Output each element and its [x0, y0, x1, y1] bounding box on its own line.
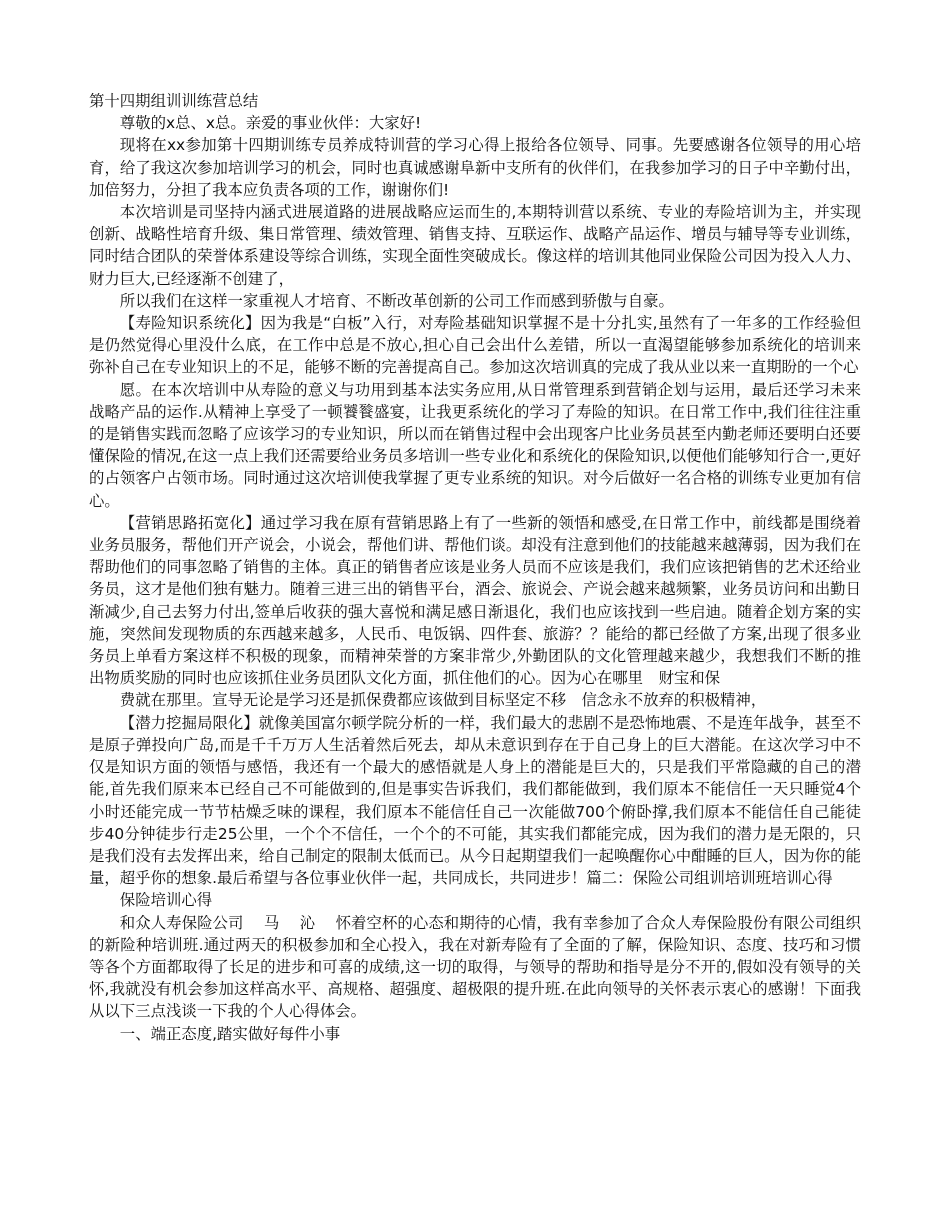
- paragraph-part-two-intro: 和众人寿保险公司 马 沁 怀着空杯的心态和期待的心情，我有幸参加了合众人寿保险股份有限公司组织的新险种培训班.通过两天的积极参加和全心投入，我在对新寿险有了全面的了解，保险知识、态度、技巧和习惯等各个方面都取得了长足的进步和可喜的成绩,这一切的取得，与领导的帮助和指导是分不开的,假如没有领导的关怀,我就没有机会参加这样高水平、高规格、超强度、超极限的提升班.在此向领导的关怀表示衷心的感谢！下面我从以下三点浅谈一下我的个人心得体会。: [89, 913, 861, 1021]
- paragraph-part-two-heading: 保险培训心得: [119, 891, 213, 910]
- paragraph-greeting: 尊敬的x总、x总。亲爱的事业伙伴：大家好!: [119, 114, 422, 133]
- paragraph-potential: 【潜力挖掘局限化】就像美国富尔顿学院分析的一样，我们最大的悲剧不是恐怖地震、不是连年战争，甚至不是原子弹投向广岛,而是千千万万人生活着然后死去，却从未意识到存在于自己身上的巨大潜能。在这次学习中不仅是知识方面的领悟与感悟，我还有一个最大的感悟就是人身上的潜能是巨大的，只是我们平常隐藏的自己的潜能,首先我们原来本已经自己不可能做到的,但是事实告诉我们，我们都能做到，我们原本不能信任一天只睡觉4个小时还能完成一节节枯燥乏味的课程，我们原本不能信任自己一次能做700个俯卧撑,我们原本不能信任自己能徒步40分钟徒步行走25公里，一个个不信任，一个个的不可能，其实我们都能完成，因为我们的潜力是无限的，只是我们没有去发挥出来，给自己制定的限制太低而已。从今日起期望我们一起唤醒你心中酣睡的巨人，因为你的能量，超乎你的想象.最后希望与各位事业伙伴一起，共同成长，共同进步！篇二：保险公司组训培训班培训心得: [89, 713, 861, 888]
- document-title: 第十四期组训训练营总结: [89, 92, 259, 110]
- paragraph-marketing-continued: 费就在那里。宣导无论是学习还是抓保费都应该做到目标坚定不移 信念永不放弃的积极精神，: [119, 691, 767, 710]
- paragraph-marketing: 【营销思路拓宽化】通过学习我在原有营销思路上有了一些新的领悟和感受,在日常工作中，前线都是围绕着业务员服务，帮他们开产说会，小说会，帮他们讲、帮他们谈。却没有注意到他们的技能越来越薄弱，因为我们在帮助他们的同事忽略了销售的主体。真正的销售者应该是业务人员而不应该是我们，我们应该把销售的艺术还给业务员，这才是他们独有魅力。随着三进三出的销售平台，酒会、旅说会、产说会越来越频繁，业务员访问和出勤日渐减少,自己去努力付出,签单后收获的强大喜悦和满足感日渐退化，我们也应该找到一些启迪。随着企划方案的实施，突然间发现物质的东西越来越多，人民币、电饭锅、四件套、旅游？？能给的都已经做了方案,出现了很多业务员上单看方案这样不积极的现象，而精神荣誉的方案非常少,外勤团队的文化管理越来越少，我想我们不断的推出物质奖励的同时也应该抓住业务员团队文化方面，抓住他们的心。因为心在哪里 财宝和保: [89, 513, 861, 688]
- paragraph-knowledge-system: 【寿险知识系统化】因为我是“白板”入行，对寿险基础知识掌握不是十分扎实,虽然有了一年多的工作经验但是仍然觉得心里没什么底，在工作中总是不放心,担心自己会出什么差错，所以一直渴望能够参加系统化的培训来弥补自己在专业知识上的不足，能够不断的完善提高自己。参加这次培训真的完成了我从业以来一直期盼的一个心: [89, 314, 861, 377]
- paragraph-knowledge-continued: 愿。在本次培训中从寿险的意义与功用到基本法实务应用,从日常管理系到营销企划与运用，最后还学习未来战略产品的运作.从精神上享受了一顿饕餮盛宴，让我更系统化的学习了寿险的知识。在日常工作中,我们往往注重的是销售实践而忽略了应该学习的专业知识，所以而在销售过程中会出现客户比业务员甚至内勤老师还要明白还要懂保险的情况,在这一点上我们还需要给业务员多培训一些专业化和系统化的保险知识,以便他们能够知行合一,更好的占领客户占领市场。同时通过这次培训使我掌握了更专业系统的知识。对今后做好一名合格的训练专业更加有信心。: [89, 380, 861, 510]
- document-page: [89, 90, 861, 1045]
- paragraph-pride: 所以我们在这样一家重视人才培育、不断改革创新的公司工作而感到骄傲与自豪。: [119, 291, 674, 310]
- paragraph-training-overview: 本次培训是司坚持内涵式进展道路的进展战略应运而生的,本期特训营以系统、专业的寿险培训为主，并实现创新、战略性培育升级、集日常管理、绩效管理、销售支持、互联运作、战略产品运作、增员与辅导等专业训练，同时结合团队的荣誉体系建设等综合训练，实现全面性突破成长。像这样的培训其他同业保险公司因为投入人力、财力巨大,已经逐渐不创建了，: [89, 203, 861, 288]
- paragraph-intro: 现将在xx参加第十四期训练专员养成特训营的学习心得上报给各位领导、同事。先要感谢各位领导的用心培育，给了我这次参加培训学习的机会，同时也真诚感谢阜新中支所有的伙伴们，在我参加学习的日子中辛勤付出，加倍努力，分担了我本应负责各项的工作，谢谢你们!: [89, 136, 861, 199]
- paragraph-section-one-heading: 一、端正态度,踏实做好每件小事: [119, 1024, 341, 1043]
